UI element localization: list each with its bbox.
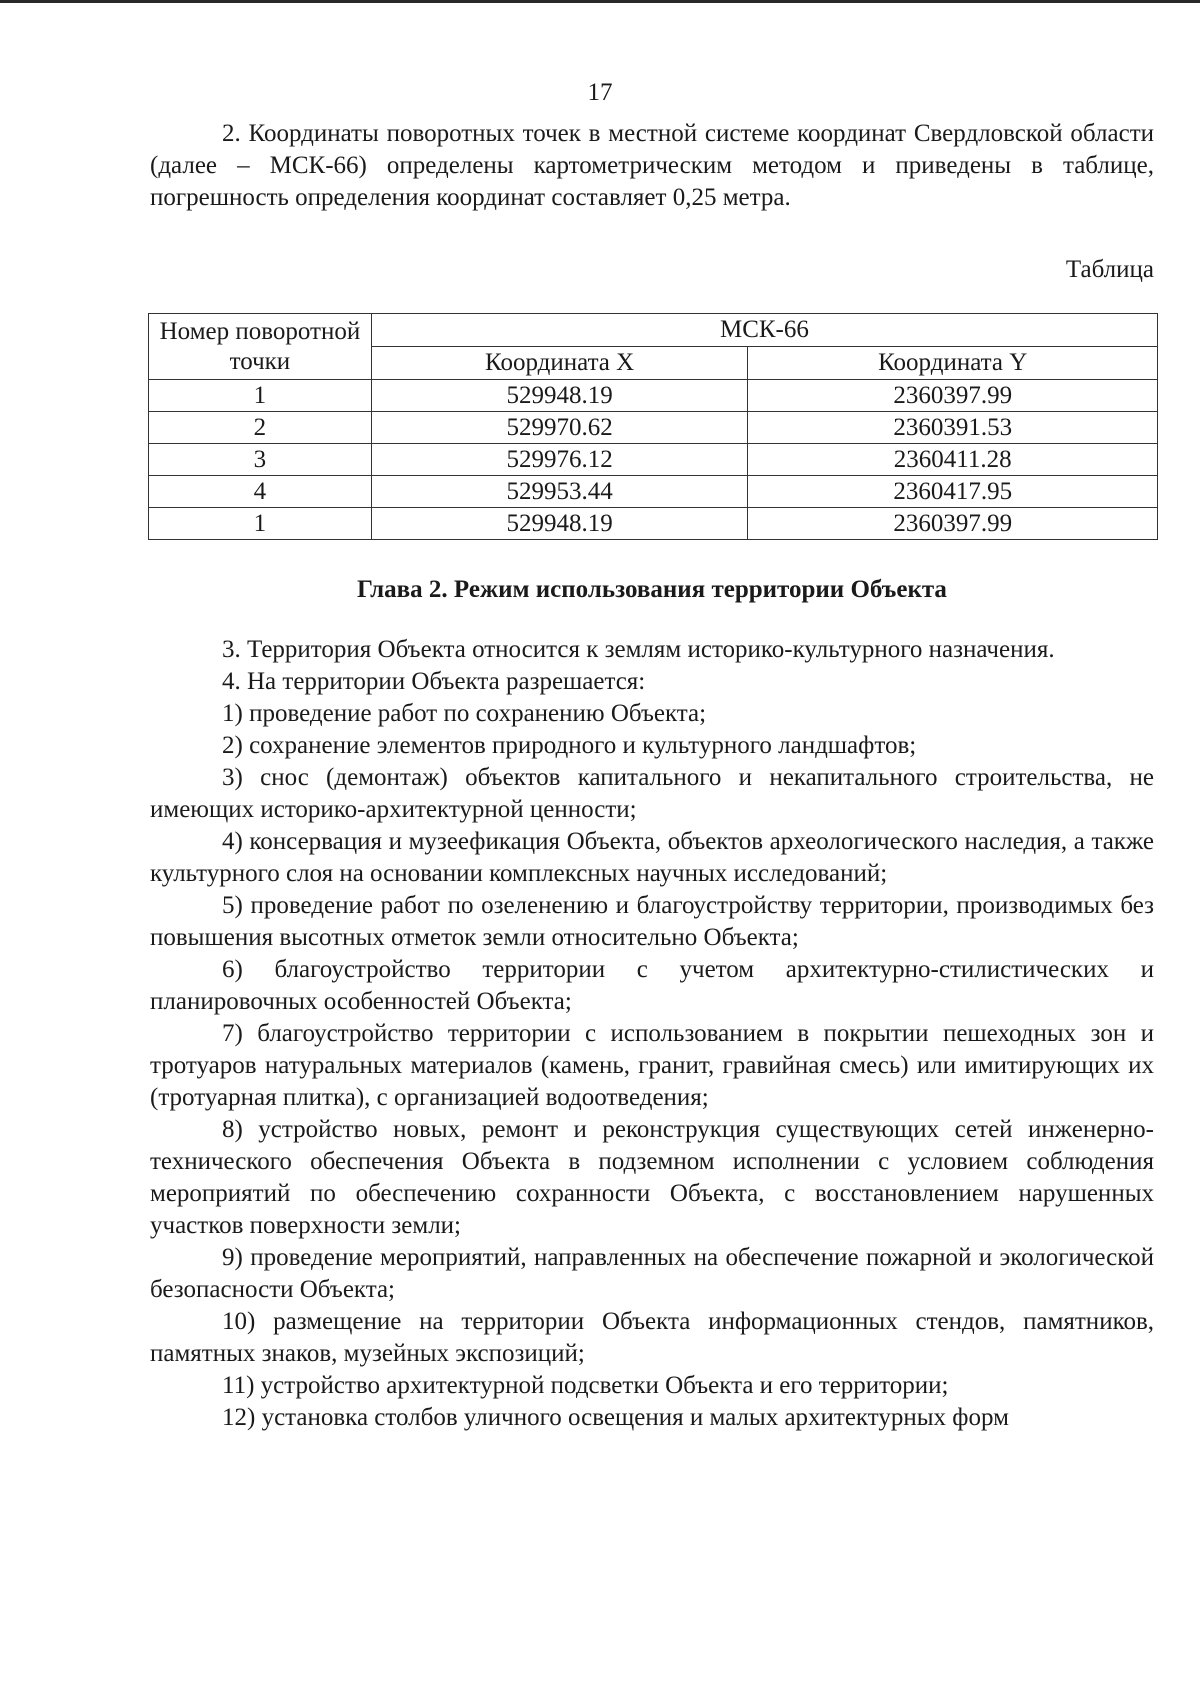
cell-point-number: 3 — [149, 444, 372, 476]
cell-coordinate-x: 529970.62 — [371, 412, 748, 444]
cell-coordinate-x: 529976.12 — [371, 444, 748, 476]
paragraph-4: 4. На территории Объекта разрешается: — [222, 668, 646, 695]
table-row — [149, 508, 1158, 540]
document-body — [150, 118, 1154, 1434]
chapter-title: Глава 2. Режим использования территории Объекта — [357, 576, 947, 603]
list-item-1: 1) проведение работ по сохранению Объекта; — [222, 700, 707, 727]
list-item-7: 7) благоустройство территории с использованием в покрытии пешеходных зон и тротуаров натуральных материалов (камень, гранит, гравийная смесь) или имитирующих их (тротуарная плитка), с организацией водоотведения; — [150, 1020, 1154, 1111]
cell-coordinate-y: 2360397.99 — [748, 380, 1158, 412]
cell-coordinate-x: 529948.19 — [371, 380, 748, 412]
scan-top-edge — [0, 0, 1200, 3]
cell-point-number: 1 — [149, 508, 372, 540]
table-row — [149, 444, 1158, 476]
list-item-8: 8) устройство новых, ремонт и реконструкция существующих сетей инженерно-технического обеспечения Объекта в подземном исполнении с условием соблюдения мероприятий по обеспечению сохранности Объекта, с восстановлением нарушенных участков поверхности земли; — [150, 1116, 1154, 1239]
cell-coordinate-y: 2360417.95 — [748, 476, 1158, 508]
cell-point-number: 4 — [149, 476, 372, 508]
list-item-4: 4) консервация и музеефикация Объекта, объектов археологического наследия, а также культурного слоя на основании комплексных научных исследований; — [150, 828, 1154, 887]
header-coordinate-x: Координата X — [371, 347, 748, 380]
list-item-3: 3) снос (демонтаж) объектов капитального и некапитального строительства, не имеющих историко-архитектурной ценности; — [150, 764, 1154, 823]
table-row — [149, 380, 1158, 412]
list-item-2: 2) сохранение элементов природного и культурного ландшафтов; — [222, 732, 917, 759]
page-number: 17 — [587, 79, 613, 106]
cell-coordinate-x: 529948.19 — [371, 508, 748, 540]
cell-coordinate-y: 2360411.28 — [748, 444, 1158, 476]
table-caption: Таблица — [1065, 256, 1154, 283]
cell-point-number: 1 — [149, 380, 372, 412]
list-item-5: 5) проведение работ по озеленению и благоустройству территории, производимых без повышения высотных отметок земли относительно Объекта; — [150, 892, 1154, 951]
list-item-12: 12) установка столбов уличного освещения и малых архитектурных форм — [222, 1404, 1009, 1431]
paragraph-3: 3. Территория Объекта относится к землям историко-культурного назначения. — [222, 636, 1055, 663]
table-header-row — [149, 314, 1158, 347]
list-item-10: 10) размещение на территории Объекта информационных стендов, памятников, памятных знаков, музейных экспозиций; — [150, 1308, 1154, 1367]
header-point-number: Номер поворотной точки — [149, 314, 372, 380]
cell-coordinate-x: 529953.44 — [371, 476, 748, 508]
header-coordinate-y: Координата Y — [748, 347, 1158, 380]
header-coordinate-system: МСК-66 — [371, 314, 1157, 347]
list-item-9: 9) проведение мероприятий, направленных на обеспечение пожарной и экологической безопасности Объекта; — [150, 1244, 1154, 1303]
intro-paragraph: 2. Координаты поворотных точек в местной системе координат Свердловской области (далее – МСК-66) определены картометрическим методом и приведены в таблице, погрешность определения координат составляет 0,25 метра. — [150, 120, 1154, 211]
cell-coordinate-y: 2360397.99 — [748, 508, 1158, 540]
coordinates-table — [148, 313, 1158, 540]
cell-point-number: 2 — [149, 412, 372, 444]
list-item-6: 6) благоустройство территории с учетом архитектурно-стилистических и планировочных особенностей Объекта; — [150, 956, 1154, 1015]
cell-coordinate-y: 2360391.53 — [748, 412, 1158, 444]
table-row — [149, 476, 1158, 508]
list-item-11: 11) устройство архитектурной подсветки Объекта и его территории; — [222, 1372, 949, 1399]
table-row — [149, 412, 1158, 444]
